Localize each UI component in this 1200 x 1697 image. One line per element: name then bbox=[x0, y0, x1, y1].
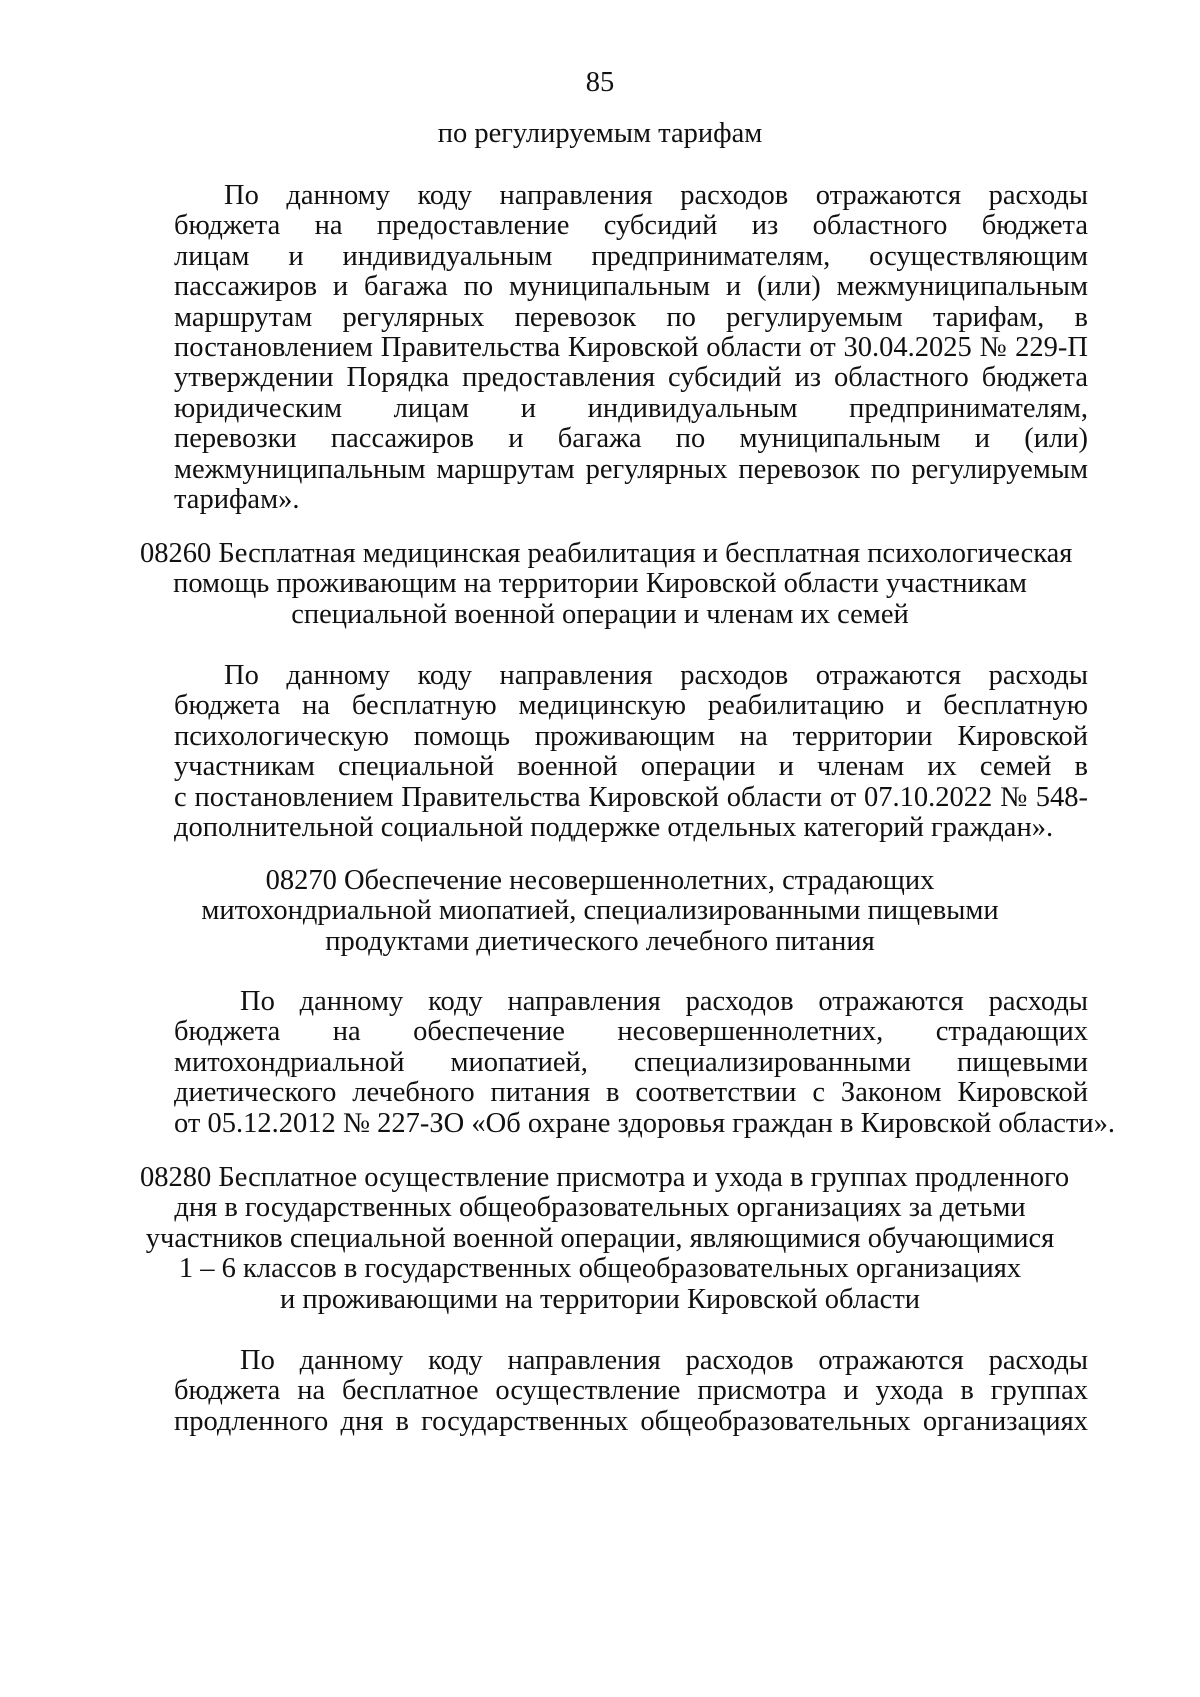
paragraph-1 bbox=[174, 181, 1088, 515]
paragraph-line: По данному коду направления расходов отражаются расходы bbox=[240, 1346, 1088, 1376]
section-heading-tail bbox=[140, 119, 1060, 149]
paragraph-2 bbox=[174, 661, 1088, 843]
paragraph-line: бюджета на бесплатную медицинскую реабилитацию и бесплатную bbox=[174, 691, 1088, 722]
heading-line: специальной военной операции и членам их семей bbox=[291, 598, 909, 630]
paragraph-line: юридическим лицам и индивидуальным предпринимателям, bbox=[174, 393, 1088, 424]
paragraph-line: лицам и индивидуальным предпринимателям, осуществляющим bbox=[174, 241, 1088, 272]
paragraph-4 bbox=[174, 1346, 1088, 1437]
heading-line: митохондриальной миопатией, специализированными пищевыми bbox=[201, 895, 999, 927]
section-heading-08280 bbox=[140, 1162, 1070, 1315]
paragraph-line: перевозки пассажиров и багажа по муниципальным и (или) bbox=[174, 424, 1088, 455]
paragraph-line: тарифам». bbox=[174, 483, 300, 515]
paragraph-line: продленного дня в государственных общеобразовательных организациях bbox=[174, 1406, 1088, 1437]
paragraph-line: психологическую помощь проживающим на территории Кировской bbox=[174, 721, 1088, 752]
heading-line: и проживающими на территории Кировской области bbox=[279, 1283, 921, 1315]
paragraph-line: диетического лечебного питания в соответствии с Законом Кировской bbox=[174, 1078, 1088, 1109]
paragraph-line: участникам специальной военной операции и членам их семей в bbox=[174, 752, 1088, 783]
paragraph-line: бюджета на обеспечение несовершеннолетних, страдающих bbox=[174, 1017, 1088, 1048]
heading-line: 08270 Обеспечение несовершеннолетних, страдающих bbox=[265, 865, 935, 896]
paragraph-line: митохондриальной миопатией, специализированными пищевыми bbox=[174, 1047, 1088, 1078]
heading-line: участников специальной военной операции, являющимися обучающимися bbox=[145, 1222, 1055, 1254]
heading-line: 1 – 6 классов в государственных общеобразовательных организациях bbox=[178, 1253, 1022, 1285]
paragraph-line: маршрутам регулярных перевозок по регулируемым тарифам, в bbox=[174, 302, 1088, 333]
paragraph-line: По данному коду направления расходов отражаются расходы bbox=[224, 181, 1088, 211]
heading-line: 08280 Бесплатное осуществление присмотра и ухода в группах продленного bbox=[140, 1162, 1070, 1193]
paragraph-line: постановлением Правительства Кировской области от 30.04.2025 № 229-П bbox=[174, 332, 1088, 363]
paragraph-line: дополнительной социальной поддержке отдельных категорий граждан». bbox=[174, 811, 1054, 843]
paragraph-line: бюджета на предоставление субсидий из областного бюджета bbox=[174, 211, 1088, 242]
page-number: 85 bbox=[585, 67, 615, 98]
section-heading-08270 bbox=[140, 866, 1060, 957]
heading-line: по регулируемым тарифам bbox=[437, 118, 763, 149]
heading-line: помощь проживающим на территории Кировской области участникам bbox=[173, 568, 1027, 600]
section-heading-08260 bbox=[140, 538, 1073, 630]
heading-line: 08260 Бесплатная медицинская реабилитация и бесплатная психологическая bbox=[140, 538, 1073, 569]
paragraph-line: с постановлением Правительства Кировской области от 07.10.2022 № 548- bbox=[174, 782, 1088, 813]
paragraph-3 bbox=[174, 987, 1115, 1139]
paragraph-line: утверждении Порядка предоставления субсидий из областного бюджета bbox=[174, 363, 1088, 394]
heading-line: дня в государственных общеобразовательных организациях за детьми bbox=[174, 1192, 1026, 1224]
paragraph-line: от 05.12.2012 № 227-ЗО «Об охране здоровья граждан в Кировской области». bbox=[174, 1107, 1115, 1139]
heading-line: продуктами диетического лечебного питания bbox=[325, 925, 875, 957]
paragraph-line: По данному коду направления расходов отражаются расходы bbox=[224, 661, 1088, 691]
paragraph-line: пассажиров и багажа по муниципальным и (или) межмуниципальным bbox=[174, 272, 1088, 303]
paragraph-line: По данному коду направления расходов отражаются расходы bbox=[240, 987, 1088, 1017]
paragraph-line: бюджета на бесплатное осуществление присмотра и ухода в группах bbox=[174, 1376, 1088, 1407]
paragraph-line: межмуниципальным маршрутам регулярных перевозок по регулируемым bbox=[174, 454, 1088, 485]
